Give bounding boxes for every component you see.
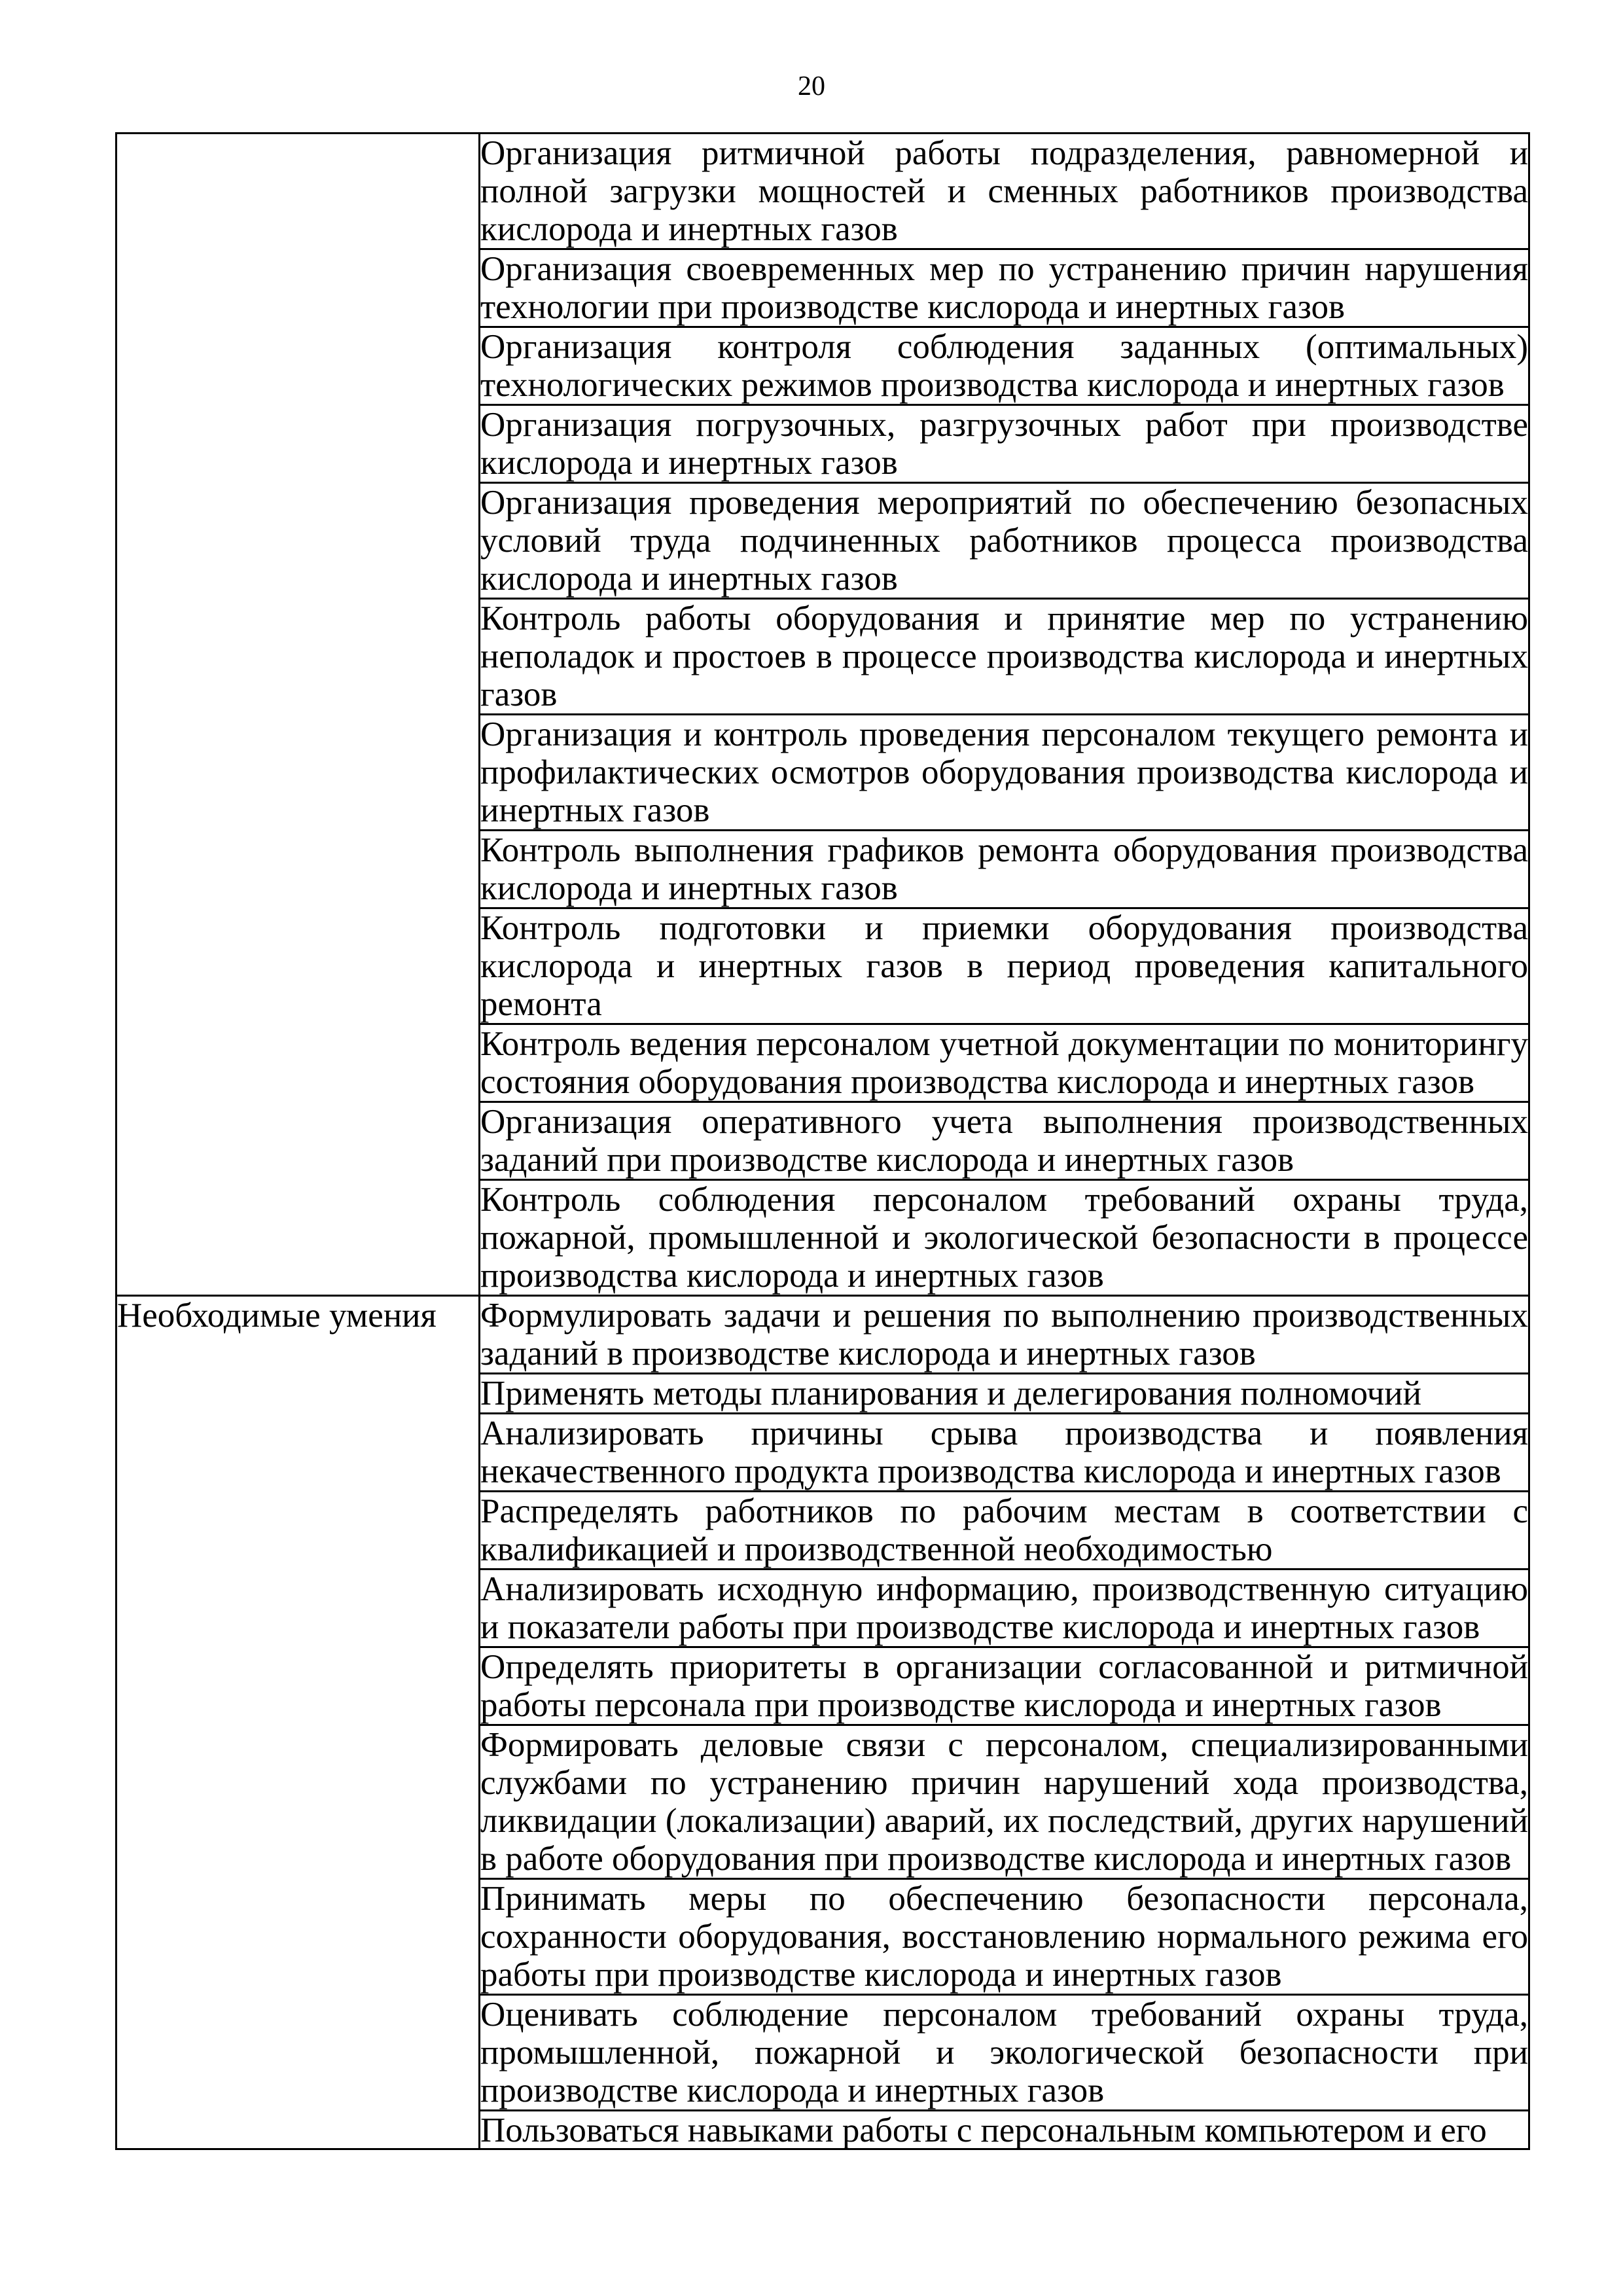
table-row [116,1296,1529,1374]
row-label-cell [116,134,480,1296]
table-cell: Анализировать причины срыва производства и появления некачественного продукта производства кислорода и инертных газов [480,1414,1528,1490]
table-cell: Анализировать исходную информацию, производственную ситуацию и показатели работы при производстве кислорода и инертных газов [480,1570,1528,1646]
table-cell: Формулировать задачи и решения по выполнению производственных заданий в производстве кислорода и инертных газов [480,1297,1528,1372]
table-cell: Применять методы планирования и делегирования полномочий [480,1374,1529,1414]
table-cell: Формировать деловые связи с персоналом, специализированными службами по устранению причин нарушений хода производства, ликвидации (локализации) аварий, их последствий, других нарушений в работе оборудования при производстве кислорода и инертных газов [480,1726,1528,1878]
table-cell: Организация своевременных мер по устранению причин нарушения технологии при производстве кислорода и инертных газов [480,250,1528,326]
table-cell: Организация проведения мероприятий по обеспечению безопасных условий труда подчиненных работников процесса производства кислорода и инертных газов [480,484,1528,598]
table-cell: Организация и контроль проведения персоналом текущего ремонта и профилактических осмотров оборудования производства кислорода и инертных газов [480,715,1528,829]
table-cell: Оценивать соблюдение персоналом требований охраны труда, промышленной, пожарной и экологической безопасности при производстве кислорода и инертных газов [480,1996,1528,2109]
page-number: 20 [798,71,825,101]
table-cell: Организация погрузочных, разгрузочных работ при производстве кислорода и инертных газов [480,406,1528,482]
table-cell: Контроль выполнения графиков ремонта оборудования производства кислорода и инертных газов [480,831,1528,907]
table-cell: Распределять работников по рабочим местам в соответствии с квалификацией и производственной необходимостью [480,1492,1528,1568]
table-cell-text: Пользоваться навыками работы с персональным компьютером и его [480,2111,1487,2148]
table-cell: Принимать меры по обеспечению безопасности персонала, сохранности оборудования, восстановлению нормального режима его работы при производстве кислорода и инертных газов [480,1880,1528,1994]
table-cell: Организация контроля соблюдения заданных (оптимальных) технологических режимов производства кислорода и инертных газов [480,328,1528,404]
table-cell: Организация оперативного учета выполнения производственных заданий при производстве кислорода и инертных газов [480,1103,1528,1179]
table-cell: Контроль ведения персоналом учетной документации по мониторингу состояния оборудования производства кислорода и инертных газов [480,1025,1528,1101]
table-row [116,134,1529,249]
table-cell: Определять приоритеты в организации согласованной и ритмичной работы персонала при производстве кислорода и инертных газов [480,1648,1528,1724]
competency-table [115,132,1530,2150]
table-cell: Контроль подготовки и приемки оборудования производства кислорода и инертных газов в период проведения капитального ремонта [480,909,1528,1023]
table-cell [480,2111,1529,2149]
row-label-cell: Необходимые умения [116,1296,480,2149]
table-cell: Контроль соблюдения персоналом требований охраны труда, пожарной, промышленной и экологической безопасности в процессе производства кислорода и инертных газов [480,1181,1528,1295]
table-cell: Организация ритмичной работы подразделения, равномерной и полной загрузки мощностей и сменных работников производства кислорода и инертных газов [480,134,1528,248]
table-cell: Контроль работы оборудования и принятие мер по устранению неполадок и простоев в процессе производства кислорода и инертных газов [480,600,1528,713]
